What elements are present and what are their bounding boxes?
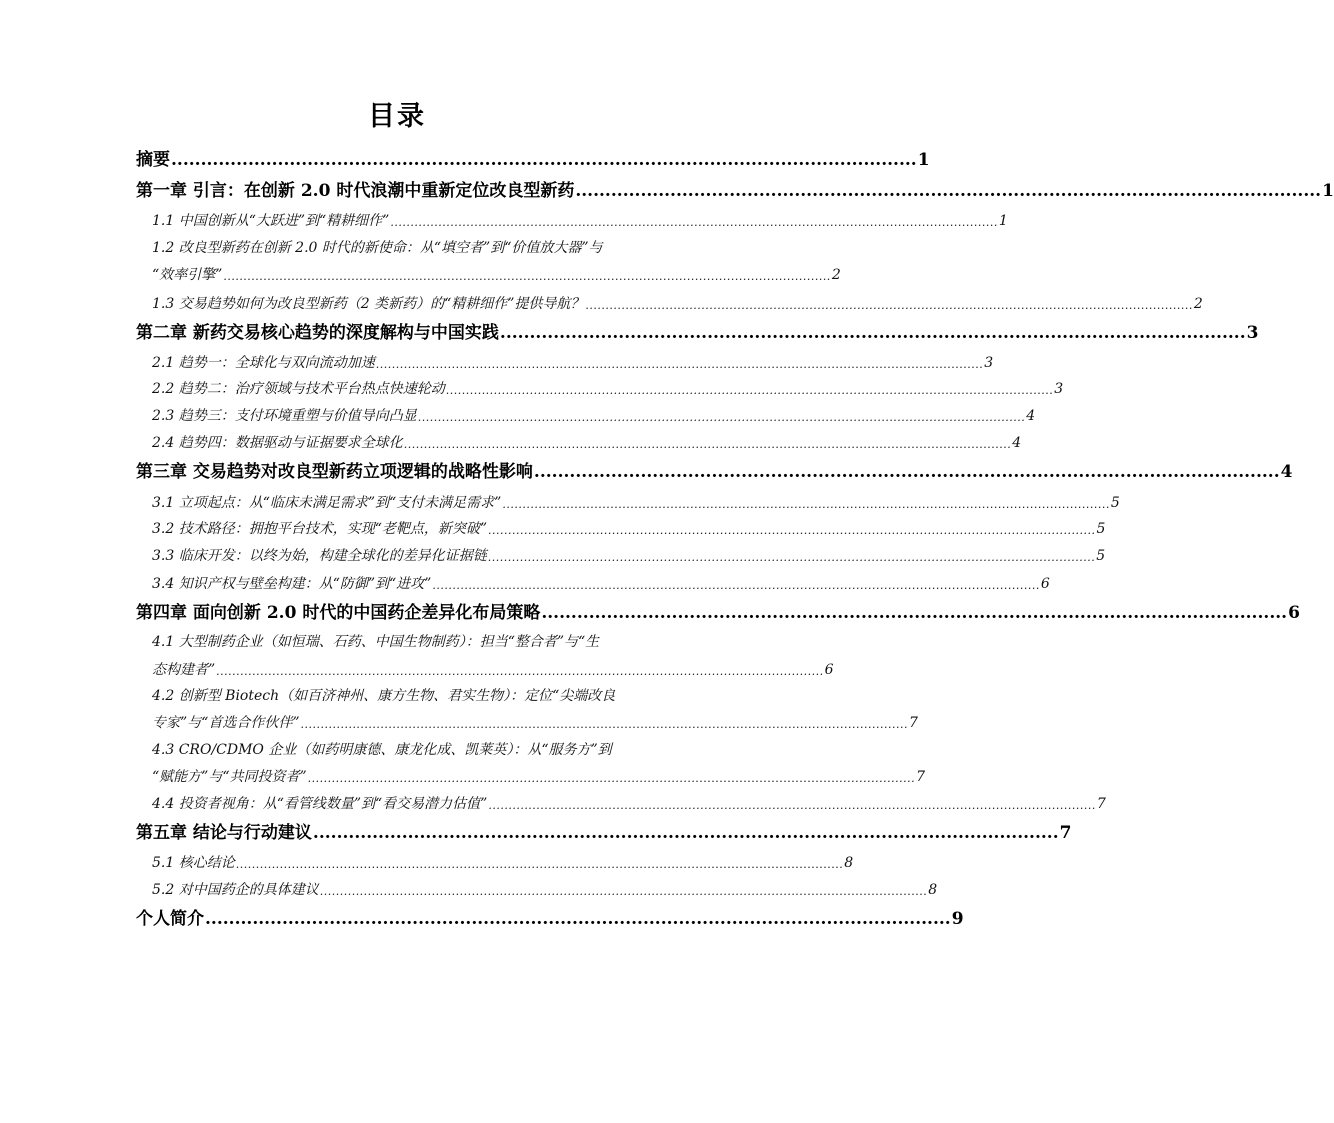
dot-leader: .............................................................................................................................. xyxy=(533,462,1280,482)
dot-leader: ........................................................................................................................................................ xyxy=(432,579,1040,592)
toc-entry-page: 1 xyxy=(1322,181,1334,201)
toc-entry-page: 7 xyxy=(1096,796,1106,812)
toc-entry-page: 4 xyxy=(1012,435,1022,451)
dot-leader: ........................................................................................................................................................ xyxy=(300,718,908,731)
toc-entry-page: 1 xyxy=(998,213,1008,229)
dot-leader: ........................................................................................................................................................ xyxy=(216,665,824,678)
toc-entry-abstract[interactable] xyxy=(136,150,930,170)
toc-entry-page: 3 xyxy=(1054,381,1064,397)
dot-leader: ........................................................................................................................................................ xyxy=(487,551,1096,564)
dot-leader: ........................................................................................................................................................ xyxy=(307,772,916,785)
toc-entry-chapter-4[interactable] xyxy=(136,603,1300,623)
toc-entry-text: 1.1 中国创新从“大跃进”到“精耕细作” xyxy=(152,213,390,229)
toc-entry-section-2-3[interactable] xyxy=(152,408,1036,424)
toc-entry-section-4-4[interactable] xyxy=(152,796,1106,812)
toc-entry-page: 7 xyxy=(908,715,918,731)
toc-entry-text: 5.1 核心结论 xyxy=(152,855,235,871)
toc-entry-text: 3.2 技术路径：拥抱平台技术，实现“老靶点，新突破” xyxy=(152,521,488,537)
toc-entry-text: 态构建者” xyxy=(152,662,216,678)
toc-entry-page: 9 xyxy=(951,909,964,929)
toc-entry-section-5-2[interactable] xyxy=(152,882,938,898)
dot-leader: ........................................................................................................................................................ xyxy=(585,299,1193,312)
dot-leader: ........................................................................................................................................................ xyxy=(417,411,1026,424)
toc-entry-section-4-1-line1[interactable]: 4.1 大型制药企业（如恒瑞、石药、中国生物制药）：担当“整合者”与“生 xyxy=(152,634,600,650)
toc-entry-section-4-3-line1[interactable]: 4.3 CRO/CDMO 企业（如药明康德、康龙化成、凯莱英）：从“服务方”到 xyxy=(152,742,612,758)
toc-entry-page: 6 xyxy=(1288,603,1300,623)
toc-entry-section-2-2[interactable] xyxy=(152,381,1064,397)
toc-entry-text: 第一章 引言：在创新 2.0 时代浪潮中重新定位改良型新药 xyxy=(136,181,575,201)
toc-entry-text: 第二章 新药交易核心趋势的深度解构与中国实践 xyxy=(136,323,499,343)
toc-entry-text: 2.4 趋势四：数据驱动与证据要求全球化 xyxy=(152,435,403,451)
toc-entry-section-3-4[interactable] xyxy=(152,576,1050,592)
dot-leader: .............................................................................................................................. xyxy=(312,823,1059,843)
dot-leader: ........................................................................................................................................................ xyxy=(390,216,998,229)
toc-entry-text: 专家”与“首选合作伙伴” xyxy=(152,715,300,731)
toc-entry-page: 3 xyxy=(984,355,994,371)
toc-entry-page: 7 xyxy=(1059,823,1072,843)
toc-entry-text: 5.2 对中国药企的具体建议 xyxy=(152,882,319,898)
toc-entry-text: 摘要 xyxy=(136,150,170,170)
toc-entry-text: 第三章 交易趋势对改良型新药立项逻辑的战略性影响 xyxy=(136,462,533,482)
toc-entry-section-4-3[interactable] xyxy=(152,769,926,785)
toc-entry-text: 第五章 结论与行动建议 xyxy=(136,823,312,843)
toc-entry-section-3-2[interactable] xyxy=(152,521,1106,537)
dot-leader: ........................................................................................................................................................ xyxy=(488,799,1096,812)
toc-entry-page: 1 xyxy=(917,150,930,170)
toc-entry-text: 3.4 知识产权与壁垒构建：从“防御”到“进攻” xyxy=(152,576,432,592)
toc-entry-section-4-2[interactable] xyxy=(152,715,918,731)
toc-entry-page: 4 xyxy=(1026,408,1036,424)
toc-entry-section-1-2-line1[interactable]: 1.2 改良型新药在创新 2.0 时代的新使命：从“填空者”到“价值放大器”与 xyxy=(152,240,603,256)
dot-leader: ........................................................................................................................................................ xyxy=(502,498,1110,511)
toc-entry-text: “赋能方”与“共同投资者” xyxy=(152,769,307,785)
dot-leader: .............................................................................................................................. xyxy=(575,181,1322,201)
toc-entry-page: 8 xyxy=(844,855,854,871)
toc-entry-text: 1.3 交易趋势如何为改良型新药（2 类新药）的“精耕细作”提供导航？ xyxy=(152,296,585,312)
toc-entry-section-3-3[interactable] xyxy=(152,548,1106,564)
toc-entry-text: 个人简介 xyxy=(136,909,204,929)
dot-leader: ........................................................................................................................................................ xyxy=(488,524,1096,537)
toc-entry-text: 3.1 立项起点：从“临床未满足需求”到“支付未满足需求” xyxy=(152,495,502,511)
toc-entry-page: 6 xyxy=(1040,576,1050,592)
toc-entry-text: 4.4 投资者视角：从“看管线数量”到“看交易潜力估值” xyxy=(152,796,488,812)
toc-entry-page: 3 xyxy=(1246,323,1259,343)
toc-entry-bio[interactable] xyxy=(136,909,964,929)
toc-entry-chapter-5[interactable] xyxy=(136,823,1072,843)
toc-entry-page: 4 xyxy=(1280,462,1293,482)
toc-entry-text: “效率引擎” xyxy=(152,267,223,283)
toc-entry-page: 7 xyxy=(916,769,926,785)
toc-entry-text: 3.3 临床开发：以终为始，构建全球化的差异化证据链 xyxy=(152,548,487,564)
toc-entry-section-5-1[interactable] xyxy=(152,855,854,871)
toc-entry-section-3-1[interactable] xyxy=(152,495,1120,511)
toc-entry-section-1-1[interactable] xyxy=(152,213,1008,229)
toc-entry-chapter-3[interactable] xyxy=(136,462,1293,482)
toc-entry-section-2-4[interactable] xyxy=(152,435,1022,451)
toc-entry-section-2-1[interactable] xyxy=(152,355,994,371)
dot-leader: .............................................................................................................................. xyxy=(499,323,1246,343)
toc-entry-page: 2 xyxy=(831,267,841,283)
toc-entry-text: 第四章 面向创新 2.0 时代的中国药企差异化布局策略 xyxy=(136,603,541,623)
dot-leader: ........................................................................................................................................................ xyxy=(319,885,928,898)
toc-entry-section-4-1[interactable] xyxy=(152,662,834,678)
toc-entry-text: 2.1 趋势一：全球化与双向流动加速 xyxy=(152,355,375,371)
dot-leader: .............................................................................................................................. xyxy=(205,909,951,929)
toc-entry-page: 5 xyxy=(1096,521,1106,537)
toc-entry-section-1-2[interactable] xyxy=(152,267,841,283)
toc-entry-section-1-3[interactable] xyxy=(152,296,1203,312)
toc-entry-text: 2.2 趋势二：治疗领域与技术平台热点快速轮动 xyxy=(152,381,445,397)
toc-entry-section-4-2-line1[interactable]: 4.2 创新型 Biotech（如百济神州、康方生物、君实生物）：定位“尖端改良 xyxy=(152,688,616,704)
toc-entry-page: 6 xyxy=(824,662,834,678)
toc-entry-page: 2 xyxy=(1193,296,1203,312)
dot-leader: ........................................................................................................................................................ xyxy=(445,384,1054,397)
dot-leader: ........................................................................................................................................................ xyxy=(403,438,1012,451)
dot-leader: .............................................................................................................................. xyxy=(541,603,1288,623)
toc-entry-chapter-1[interactable] xyxy=(136,181,1334,201)
dot-leader: ........................................................................................................................................................ xyxy=(375,358,984,371)
toc-entry-page: 5 xyxy=(1096,548,1106,564)
toc-entry-text: 2.3 趋势三：支付环境重塑与价值导向凸显 xyxy=(152,408,417,424)
dot-leader: .............................................................................................................................. xyxy=(171,150,917,170)
toc-title: 目录 xyxy=(368,101,426,132)
dot-leader: ........................................................................................................................................................ xyxy=(223,270,831,283)
toc-entry-chapter-2[interactable] xyxy=(136,323,1259,343)
toc-entry-page: 8 xyxy=(928,882,938,898)
dot-leader: ........................................................................................................................................................ xyxy=(235,858,844,871)
toc-entry-page: 5 xyxy=(1110,495,1120,511)
